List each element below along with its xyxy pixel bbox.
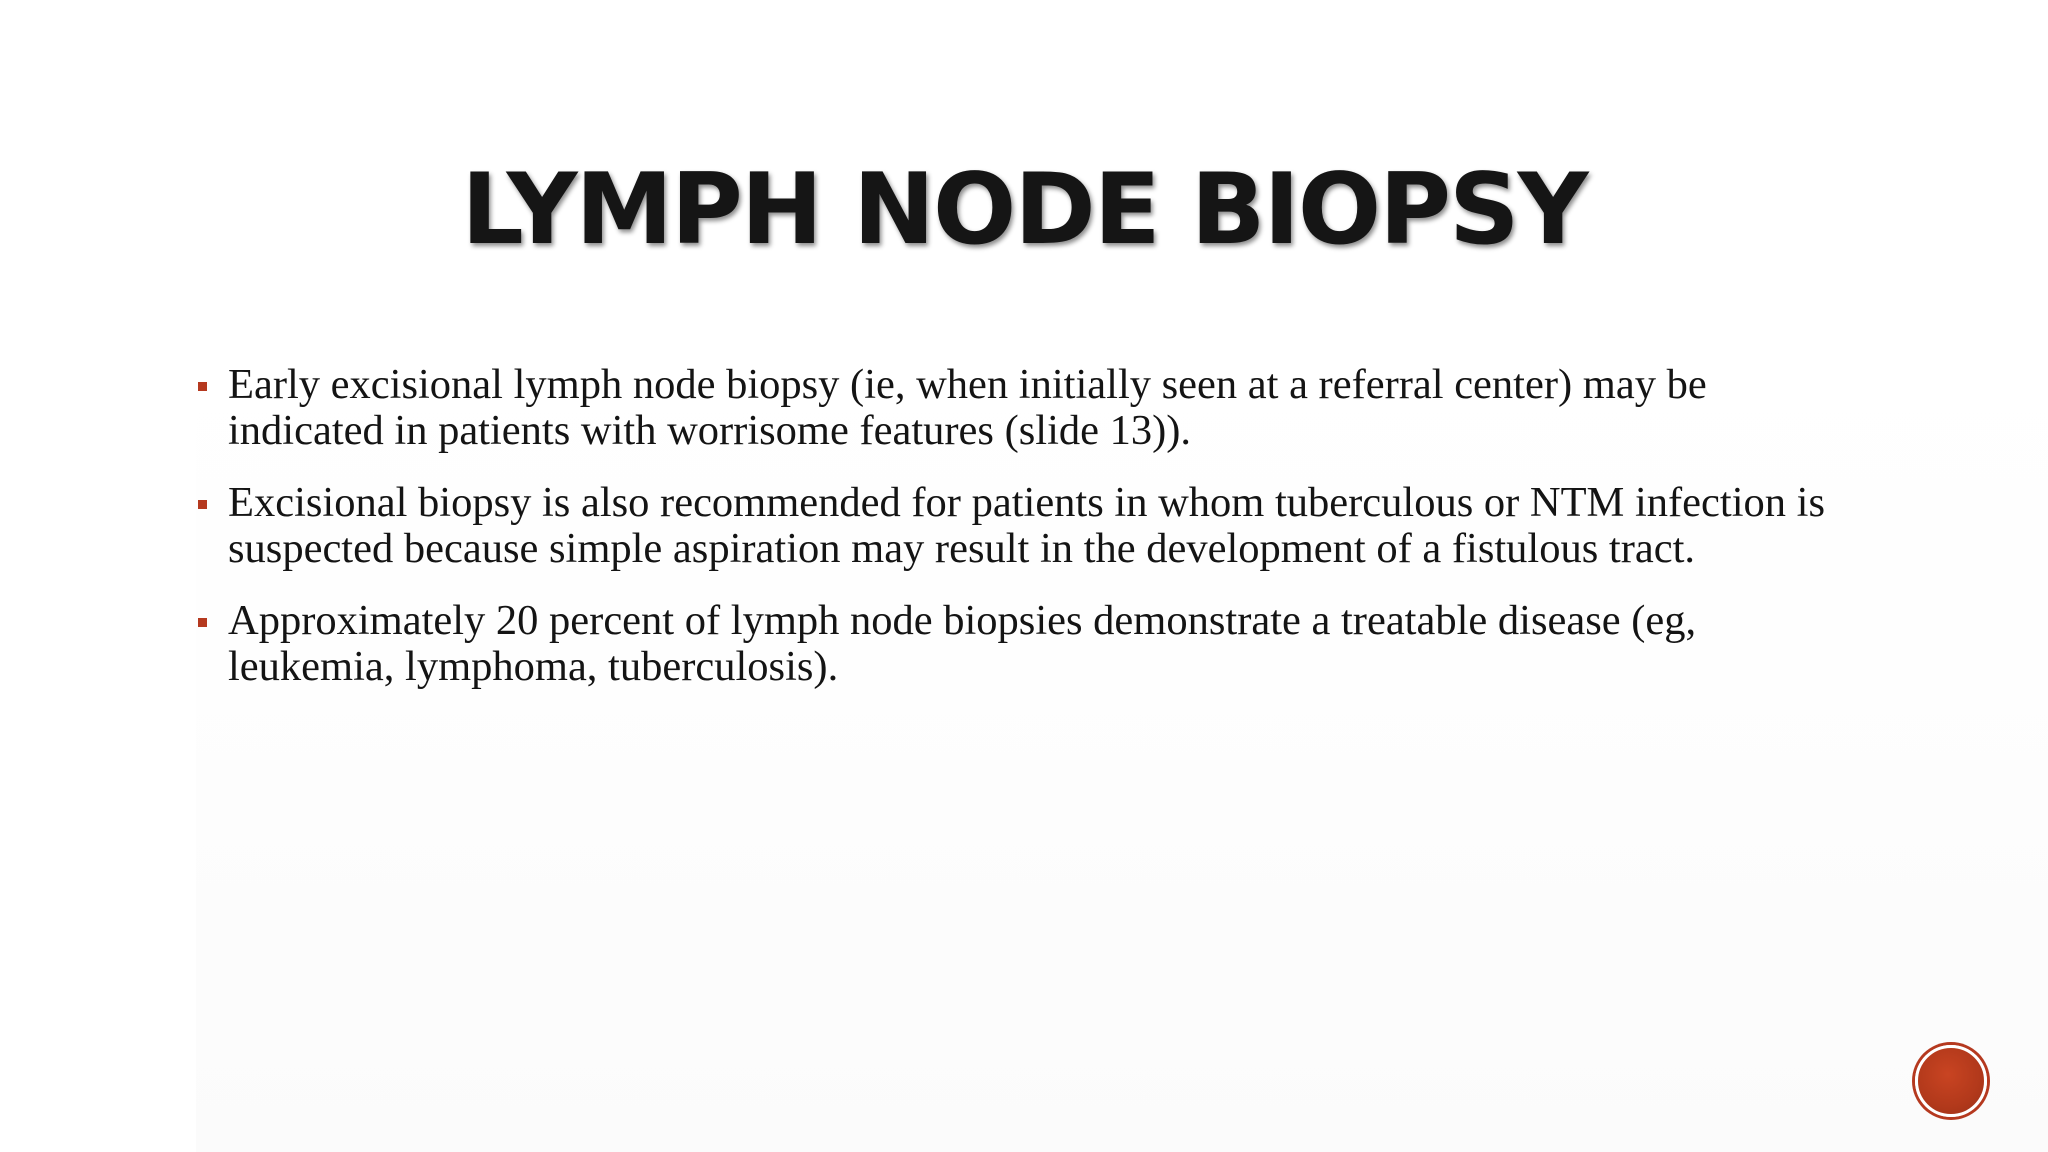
bullet-item xyxy=(194,480,1854,572)
slide-nav-button[interactable] xyxy=(1915,1045,1987,1117)
square-bullet-icon xyxy=(198,618,207,627)
square-bullet-icon xyxy=(198,500,207,509)
square-bullet-icon xyxy=(198,382,207,391)
bullet-text: Approximately 20 percent of lymph node biopsies demonstrate a treatable disease (eg, leukemia, lymphoma, tuberculosis). xyxy=(228,597,1697,690)
bullet-list xyxy=(194,362,1854,716)
bullet-text: Early excisional lymph node biopsy (ie, when initially seen at a referral center) may be indicated in patients with worrisome features (slide 13)). xyxy=(228,361,1707,454)
slide-title: LYMPH NODE BIOPSY xyxy=(461,153,1587,267)
bullet-item xyxy=(194,362,1854,454)
bullet-text: Excisional biopsy is also recommended for patients in whom tuberculous or NTM infection is suspected because simple aspiration may result in the development of a fistulous tract. xyxy=(228,479,1825,572)
bullet-item xyxy=(194,598,1854,690)
